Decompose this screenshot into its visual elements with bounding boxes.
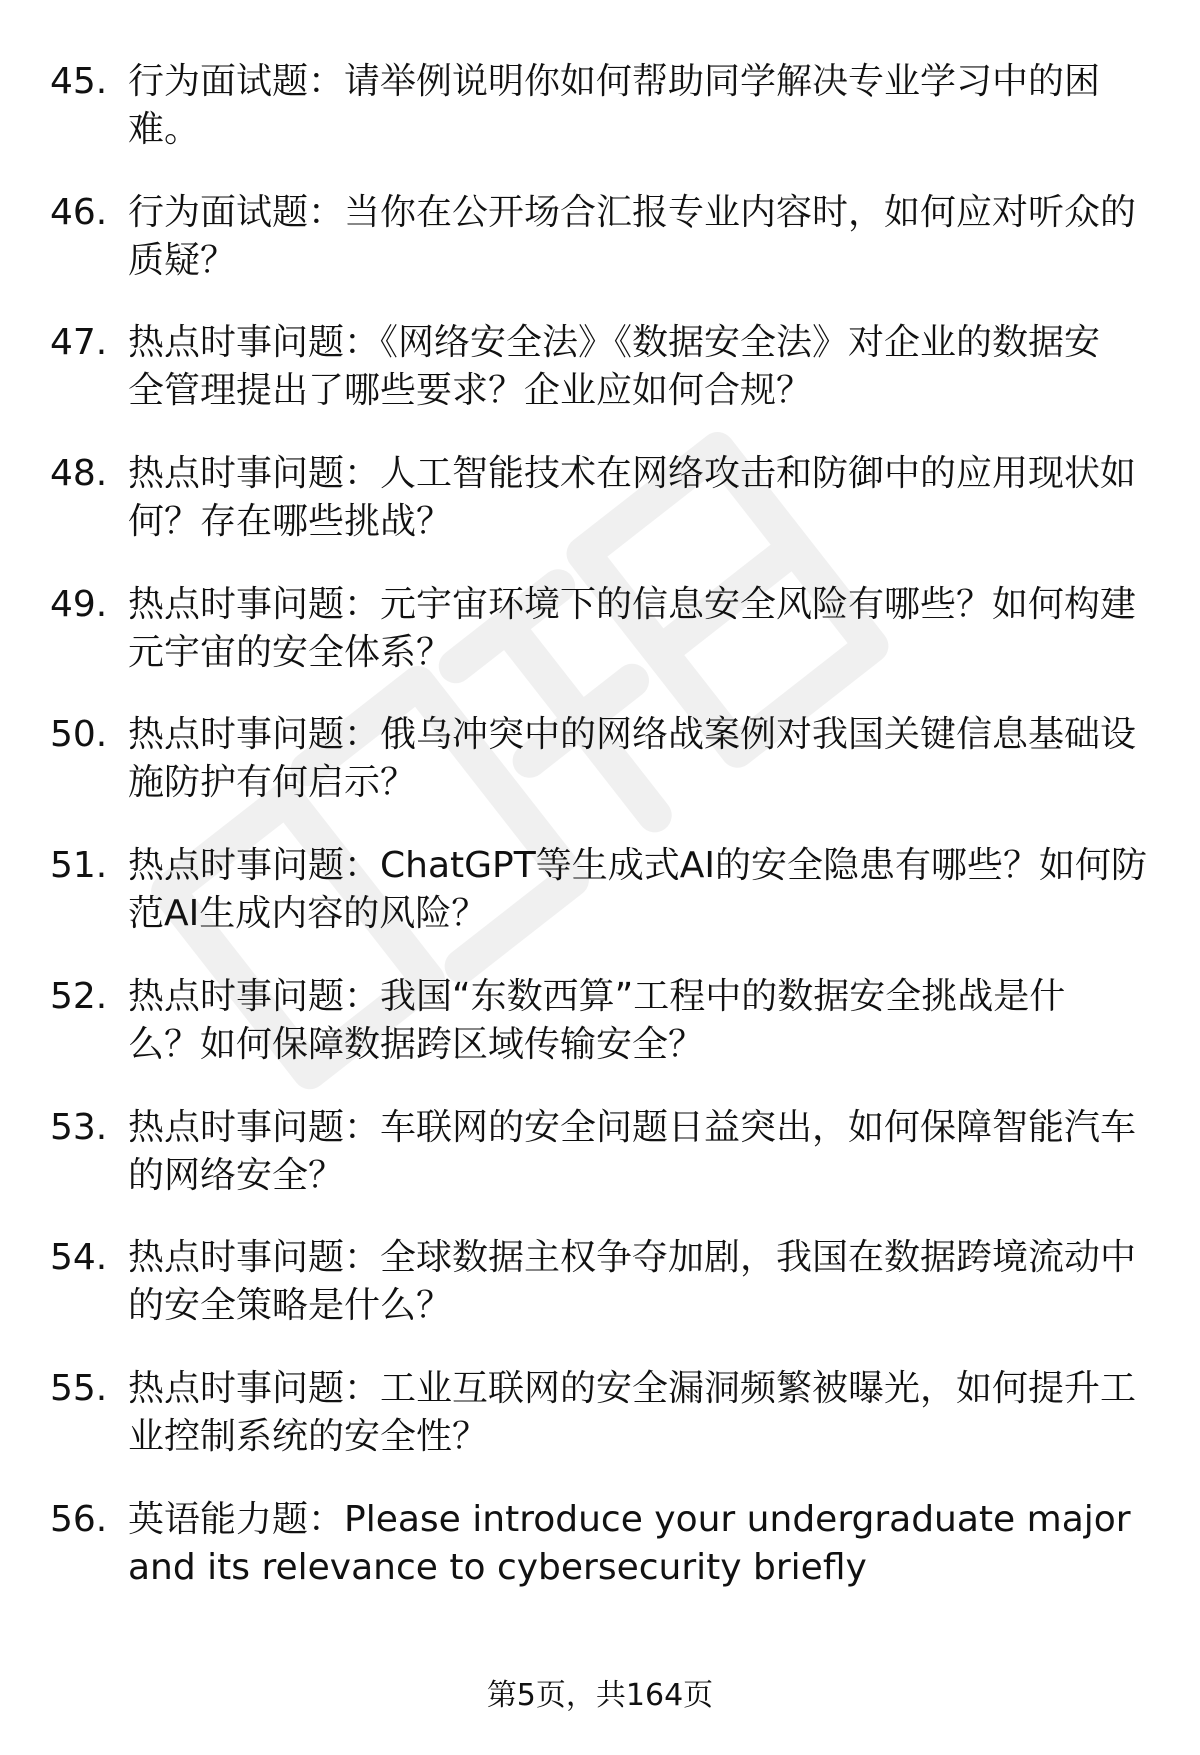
question-text: 热点时事问题：工业互联网的安全漏洞频繁被曝光，如何提升工 业控制系统的安全性？ <box>128 1367 1137 1457</box>
question-item-52 <box>50 973 1150 1069</box>
question-text: 热点时事问题：ChatGPT等生成式AI的安全隐患有哪些？如何防 范AI生成内容的风险？ <box>128 845 1147 935</box>
question-number: 45. <box>50 61 108 102</box>
question-number: 49. <box>50 583 108 625</box>
question-text: 行为面试题：当你在公开场合汇报专业内容时，如何应对听众的 质疑？ <box>128 191 1137 281</box>
question-item-49 <box>50 581 1150 677</box>
question-text: 热点时事问题：人工智能技术在网络攻击和防御中的应用现状如 何？存在哪些挑战？ <box>128 453 1137 543</box>
question-number: 50. <box>50 714 108 756</box>
question-number: 48. <box>50 453 108 495</box>
question-item-56 <box>50 1496 1150 1592</box>
question-text: 英语能力题：Please introduce your undergraduate major and its relevance to cybersecurity briefly <box>128 1498 1131 1588</box>
question-text: 热点时事问题：元宇宙环境下的信息安全风险有哪些？如何构建 元宇宙的安全体系？ <box>128 583 1137 673</box>
question-item-50 <box>50 711 1150 807</box>
question-number: 54. <box>50 1237 108 1279</box>
question-list <box>50 58 1150 1626</box>
question-number: 56. <box>50 1498 108 1540</box>
question-item-48 <box>50 450 1150 546</box>
question-number: 51. <box>50 845 108 887</box>
question-text: 行为面试题：请举例说明你如何帮助同学解决专业学习中的困 难。 <box>128 61 1101 150</box>
question-number: 53. <box>50 1106 108 1148</box>
question-item-53 <box>50 1104 1150 1200</box>
question-item-54 <box>50 1234 1150 1330</box>
question-text: 热点时事问题：全球数据主权争夺加剧，我国在数据跨境流动中 的安全策略是什么？ <box>128 1237 1137 1327</box>
question-item-46 <box>50 189 1150 285</box>
question-item-47 <box>50 319 1150 415</box>
question-text: 热点时事问题：俄乌冲突中的网络战案例对我国关键信息基础设 施防护有何启示？ <box>128 714 1137 804</box>
question-text: 热点时事问题：《网络安全法》《数据安全法》对企业的数据安 全管理提出了哪些要求？企业应如何合规？ <box>128 322 1101 412</box>
question-text: 热点时事问题：车联网的安全问题日益突出，如何保障智能汽车 的网络安全？ <box>128 1106 1137 1196</box>
question-item-45 <box>50 58 1150 154</box>
question-number: 47. <box>50 322 108 364</box>
page-number-footer: 第5页，共164页 <box>486 1678 714 1713</box>
question-item-55 <box>50 1365 1150 1461</box>
question-item-51 <box>50 842 1150 938</box>
question-number: 52. <box>50 975 108 1017</box>
question-text: 热点时事问题：我国“东数西算”工程中的数据安全挑战是什 么？如何保障数据跨区域传输安全？ <box>128 975 1066 1065</box>
question-number: 46. <box>50 191 108 233</box>
question-number: 55. <box>50 1367 108 1409</box>
